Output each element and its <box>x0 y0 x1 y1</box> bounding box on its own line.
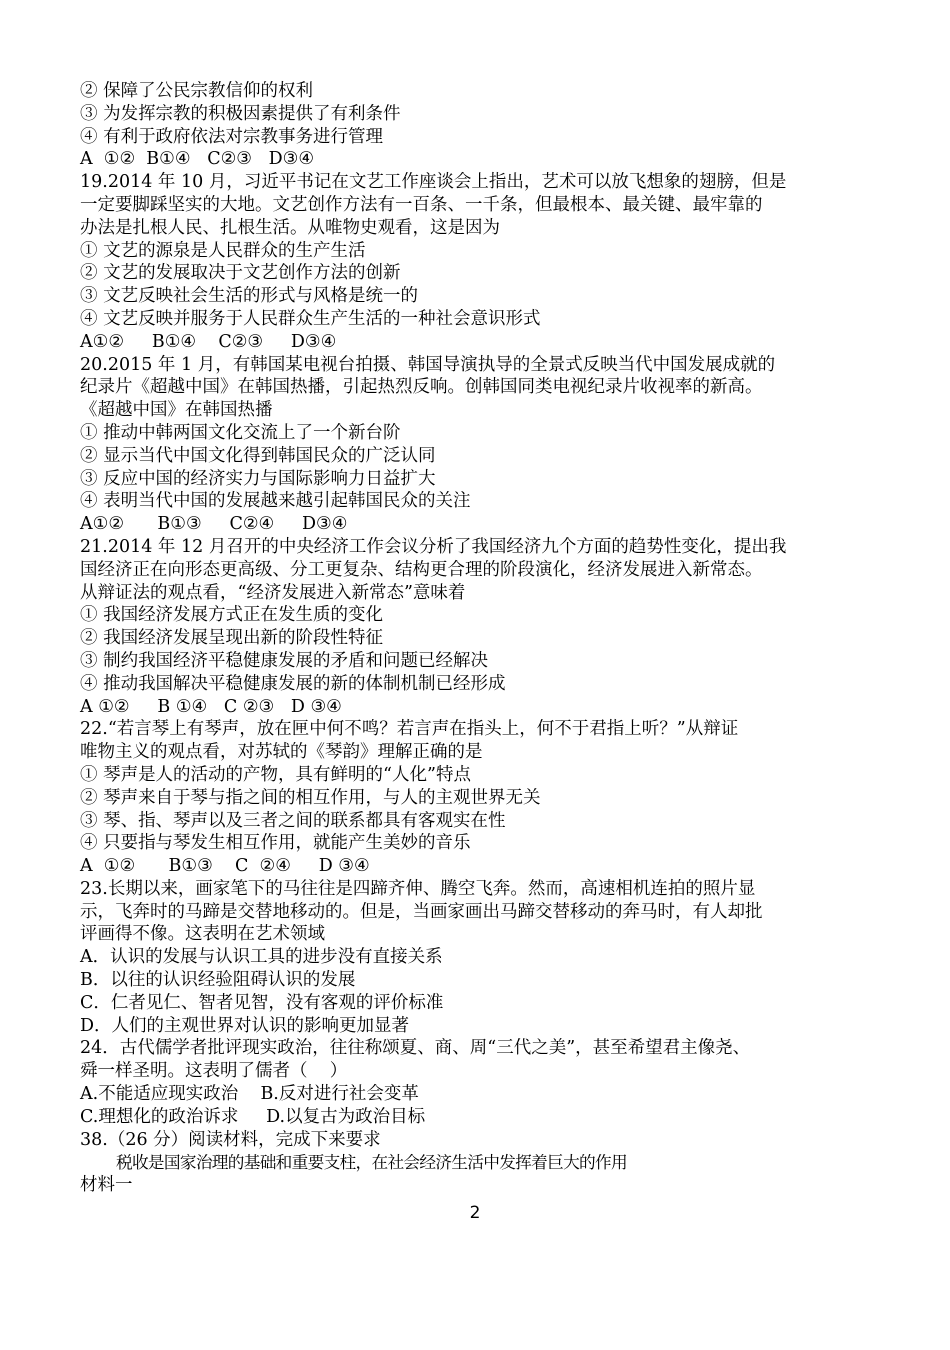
text-line: ② 显示当代中国文化得到韩国民众的广泛认同 <box>80 445 436 466</box>
text-line: ① 我国经济发展方式正在发生质的变化 <box>80 605 384 626</box>
text-line: ④ 表明当代中国的发展越来越引起韩国民众的关注 <box>80 491 471 512</box>
text-line: C.理想化的政治诉求 D.以复古为政治目标 <box>80 1106 426 1127</box>
text-line: ① 琴声是人的活动的产物，具有鲜明的“人化”特点 <box>80 764 471 785</box>
text-line: A ①② B①③ C ②④ D ③④ <box>80 856 370 877</box>
text-line: D．人们的主观世界对认识的影响更加显著 <box>80 1015 410 1036</box>
text-line: C．仁者见仁、智者见智，没有客观的评价标准 <box>80 992 444 1013</box>
text-line: A.不能适应现实政治 B.反对进行社会变革 <box>80 1084 419 1105</box>
document-page <box>80 80 870 1197</box>
text-line: A ①② B①④ C②③ D③④ <box>80 149 315 170</box>
text-line: ③ 反应中国的经济实力与国际影响力日益扩大 <box>80 468 436 489</box>
text-line: 19.2014 年 10 月，习近平书记在文艺工作座谈会上指出，艺术可以放飞想象的翅膀，但是 <box>80 172 787 193</box>
text-line: 21.2014 年 12 月召开的中央经济工作会议分析了我国经济九个方面的趋势性变化，提出我 <box>80 536 787 557</box>
text-line: 材料一 <box>80 1175 133 1196</box>
text-line: ② 我国经济发展呈现出新的阶段性特征 <box>80 628 384 649</box>
text-line: 22.“若言琴上有琴声，放在匣中何不鸣？若言声在指头上，何不于君指上听？”从辩证 <box>80 719 739 740</box>
text-line: ② 琴声来自于琴与指之间的相互作用，与人的主观世界无关 <box>80 787 541 808</box>
text-line: ① 文艺的源泉是人民群众的生产生活 <box>80 240 366 261</box>
text-line: 38.（26 分）阅读材料，完成下来要求 <box>80 1129 381 1150</box>
text-line: A①② B①④ C②③ D③④ <box>80 331 337 352</box>
text-line: A①② B①③ C②④ D③④ <box>80 514 348 535</box>
text-line: 从辩证法的观点看，“经济发展进入新常态”意味着 <box>80 582 466 603</box>
text-line: 税收是国家治理的基础和重要支柱，在社会经济生活中发挥着巨大的作用 <box>116 1152 627 1173</box>
text-line: ③ 为发挥宗教的积极因素提供了有利条件 <box>80 103 401 124</box>
text-line: ④ 只要指与琴发生相互作用，就能产生美妙的音乐 <box>80 833 471 854</box>
text-line: ③ 琴、指、琴声以及三者之间的联系都具有客观实在性 <box>80 810 506 831</box>
text-line: ① 推动中韩两国文化交流上了一个新台阶 <box>80 422 401 443</box>
text-line: ③ 制约我国经济平稳健康发展的矛盾和问题已经解决 <box>80 650 489 671</box>
text-line: A ①② B ①④ C ②③ D ③④ <box>80 696 342 717</box>
text-line: 办法是扎根人民、扎根生活。从唯物史观看，这是因为 <box>80 217 500 238</box>
text-line: 纪录片《超越中国》在韩国热播，引起热烈反响。创韩国同类电视纪录片收视率的新高。 <box>80 377 763 398</box>
text-line: A．认识的发展与认识工具的进步没有直接关系 <box>80 947 443 968</box>
text-line: 20.2015 年 1 月，有韩国某电视台拍摄、韩国导演执导的全景式反映当代中国发展成就的 <box>80 354 776 375</box>
text-line: ② 文艺的发展取决于文艺创作方法的创新 <box>80 263 401 284</box>
text-line: ③ 文艺反映社会生活的形式与风格是统一的 <box>80 286 419 307</box>
page-number: 2 <box>469 1203 481 1223</box>
text-line: 《超越中国》在韩国热播 <box>80 400 273 421</box>
text-line: 24．古代儒学者批评现实政治，往往称颂夏、商、周“三代之美”，甚至希望君主像尧、 <box>80 1038 751 1059</box>
text-line: ④ 文艺反映并服务于人民群众生产生活的一种社会意识形式 <box>80 308 541 329</box>
text-line: ④ 推动我国解决平稳健康发展的新的体制机制已经形成 <box>80 673 506 694</box>
text-line: 国经济正在向形态更高级、分工更复杂、结构更合理的阶段演化，经济发展进入新常态。 <box>80 559 763 580</box>
text-line: 23.长期以来，画家笔下的马往往是四蹄齐伸、腾空飞奔。然而，高速相机连拍的照片显 <box>80 878 756 899</box>
text-line: 唯物主义的观点看，对苏轼的《琴韵》理解正确的是 <box>80 742 483 763</box>
text-line: ④ 有利于政府依法对宗教事务进行管理 <box>80 126 384 147</box>
text-line: 一定要脚踩坚实的大地。文艺创作方法有一百条、一千条，但最根本、最关键、最牢靠的 <box>80 194 763 215</box>
text-line: 示，飞奔时的马蹄是交替地移动的。但是，当画家画出马蹄交替移动的奔马时，有人却批 <box>80 901 763 922</box>
text-line: B．以往的认识经验阻碍认识的发展 <box>80 970 356 991</box>
text-line: 评画得不像。这表明在艺术领域 <box>80 924 325 945</box>
text-line: 舜一样圣明。这表明了儒者（ ） <box>80 1061 348 1082</box>
text-line: ② 保障了公民宗教信仰的权利 <box>80 81 314 101</box>
